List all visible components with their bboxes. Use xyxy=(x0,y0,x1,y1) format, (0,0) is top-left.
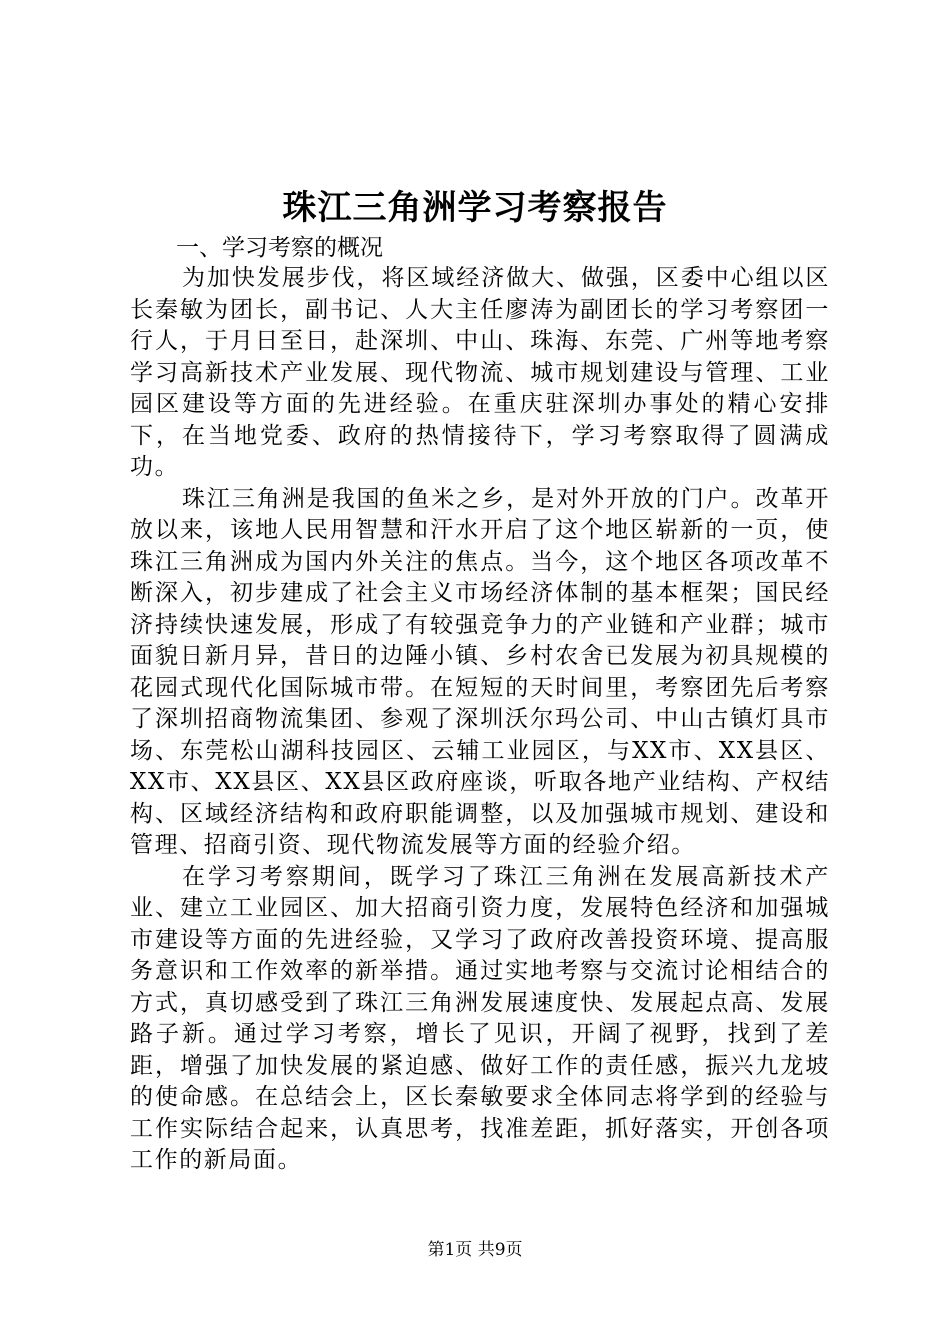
document-title: 珠江三角洲学习考察报告 xyxy=(282,188,668,228)
page-footer: 第1页 共9页 xyxy=(427,1240,523,1260)
paragraph-1: 为加快发展步伐，将区域经济做大、做强，区委中心组以区长秦敏为团长，副书记、人大主任廖涛为副团长的学习考察团一行人，于月日至日，赴深圳、中山、珠海、东莞、广州等地考察学习高新技术产业发展、现代物流、城市规划建设与管理、工业园区建设等方面的先进经验。在重庆驻深圳办事处的精心安排下，在当地党委、政府的热情接待下，学习考察取得了圆满成功。 xyxy=(130,265,830,480)
paragraph-2: 珠江三角洲是我国的鱼米之乡，是对外开放的门户。改革开放以来，该地人民用智慧和汗水开启了这个地区崭新的一页，使珠江三角洲成为国内外关注的焦点。当今，这个地区各项改革不断深入，初步建成了社会主义市场经济体制的基本框架；国民经济持续快速发展，形成了有较强竞争力的产业链和产业群；城市面貌日新月异，昔日的边陲小镇、乡村农舍已发展为初具规模的花园式现代化国际城市带。在短短的天时间里，考察团先后考察了深圳招商物流集团、参观了深圳沃尔玛公司、中山古镇灯具市场、东莞松山湖科技园区、云辅工业园区，与XX市、XX县区、XX市、XX县区、XX县区政府座谈，听取各地产业结构、产权结构、区域经济结构和政府职能调整，以及加强城市规划、建设和管理、招商引资、现代物流发展等方面的经验介绍。 xyxy=(130,485,830,858)
section-heading: 一、学习考察的概况 xyxy=(176,235,383,261)
document-body xyxy=(130,234,830,1177)
paragraph-3: 在学习考察期间，既学习了珠江三角洲在发展高新技术产业、建立工业园区、加大招商引资力度，发展特色经济和加强城市建设等方面的先进经验，又学习了政府改善投资环境、提高服务意识和工作效率的新举措。通过实地考察与交流讨论相结合的方式，真切感受到了珠江三角洲发展速度快、发展起点高、发展路子新。通过学习考察，增长了见识，开阔了视野，找到了差距，增强了加快发展的紧迫感、做好工作的责任感，振兴九龙坡的使命感。在总结会上，区长秦敏要求全体同志将学到的经验与工作实际结合起来，认真思考，找准差距，抓好落实，开创各项工作的新局面。 xyxy=(130,863,830,1173)
